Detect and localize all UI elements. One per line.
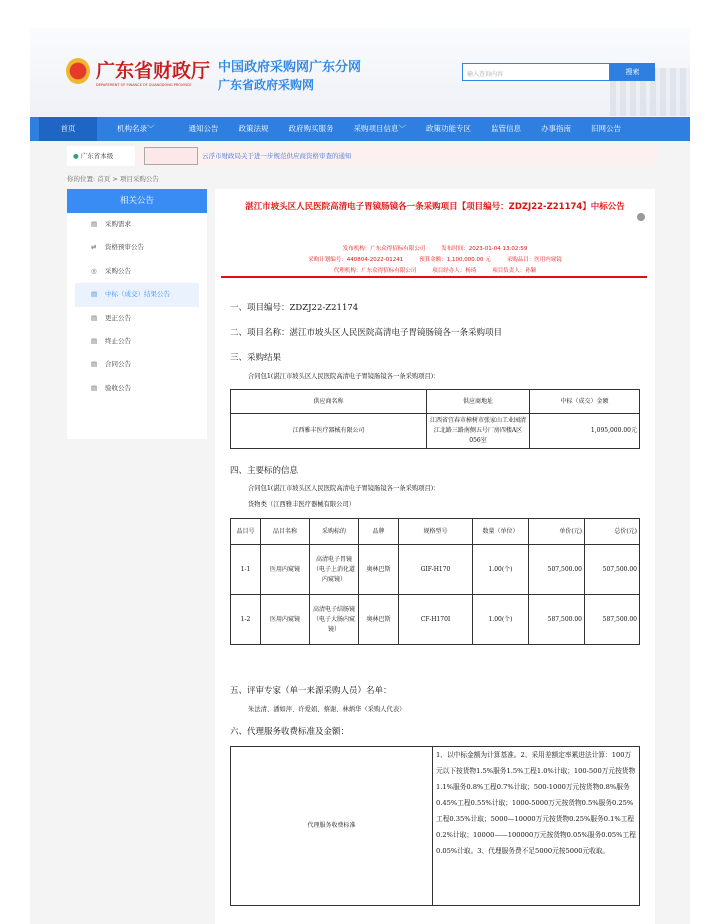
meta-line-2: 采购计划编号：440804-2022-01241 预算金额：1,100,000.00 元 采购品目：医用内窥镜 — [308, 257, 562, 263]
sidebar-item-acceptance[interactable]: ▤ 验收公告 — [75, 377, 199, 400]
article-title: 湛江市坡头区人民医院高清电子胃镜肠镜各一条采购项目【项目编号：ZDZJ22-Z21174】中标公告 — [245, 202, 625, 212]
main-nav — [30, 117, 690, 141]
section-5: 五、评审专家（单一来源采购人员）名单： — [230, 686, 392, 696]
section-6: 六、代理服务收费标准及金额： — [230, 727, 350, 737]
sidebar-item-contract[interactable]: ▤ 合同公告 — [75, 353, 199, 376]
doc-icon: ▤ — [91, 336, 98, 345]
package-label: 合同包1(湛江市坡头区人民医院高清电子胃镜肠镜各一条采购项目)： — [248, 373, 440, 380]
location-label: 广东省本级 — [80, 152, 114, 160]
nav-notices[interactable]: 通知公告 — [188, 124, 219, 133]
print-icon[interactable] — [637, 213, 645, 221]
location-selector[interactable] — [67, 146, 135, 166]
sidebar-item-prequal[interactable]: ⇄ 资格预审公告 — [75, 236, 199, 259]
result-table: 供应商名称 供应商地址 中标（成交）金额 江西雅丰医疗器械有限公司 江西省宜春市樟树市张家山工业园清江北路三路南侧五号厂房四楼A区056室 1,095,000.00元 — [230, 389, 640, 449]
meta-line-3: 代理机构：广东众得招标有限公司 项目经办人：杨琦 项目负责人：孙颖 — [333, 268, 537, 274]
sidebar-item-correction[interactable]: ▤ 更正公告 — [75, 307, 199, 330]
doc-icon: ▤ — [91, 290, 98, 299]
page — [30, 28, 690, 924]
site-header — [30, 28, 690, 116]
experts-list: 朱法清、潘如萍、许爱娟、蔡谢、林炳华（采购人代表） — [248, 706, 406, 713]
nav-policy[interactable]: 政策法规 — [238, 124, 269, 133]
notice-link[interactable]: 云浮市财政局关于进一步规范供应商资格审查的通知 — [202, 152, 352, 160]
section-3: 三、采购结果 — [230, 353, 282, 363]
sidebar — [67, 189, 207, 439]
sidebar-item-termination[interactable]: ▤ 终止公告 — [75, 330, 199, 353]
site-title: 中国政府采购网广东分网 — [218, 60, 362, 75]
nav-home[interactable]: 首页 — [39, 117, 97, 141]
national-emblem-icon — [66, 58, 90, 84]
sidebar-item-tender[interactable]: ◎ 采购公告 — [75, 260, 199, 283]
goods-label: 货物类（江西雅丰医疗器械有限公司） — [248, 501, 356, 508]
brand-english: DEPARTMENT OF FINANCE OF GUANGDONG PROVINCE — [96, 83, 192, 87]
notice-bar — [67, 146, 657, 166]
sidebar-item-award[interactable]: ▤ 中标（成交）结果公告 — [75, 283, 199, 306]
table-row: 1-2 医用内窥镜 高清电子结肠镜（电子大肠内窥镜） 奥林巴斯 CF-H170I 1.00(个) 587,500.00 587,500.00 — [231, 595, 640, 645]
sidebar-title: 相关公告 — [67, 189, 207, 213]
doc-icon: ▤ — [91, 383, 98, 392]
items-table: 品目号 品目名称 采购标的 品牌 规格型号 数量（单位） 单价(元) 总价(元) 1-1 医用内窥镜 高清电子胃镜（电子上消化道内窥镜） 奥林巴斯 GIF-H170 1.00(个) 507,500.00 507,500.00 1-2 医用内窥镜 高清电子结肠镜（电子大肠内窥镜） 奥林巴斯 CF-H170I 1.00(个) 587,500.00 587,500.00 — [230, 518, 640, 645]
broken-image — [144, 147, 198, 165]
doc-icon: ▤ — [91, 220, 98, 228]
nav-supervision[interactable]: 监管信息 — [491, 124, 521, 133]
sidebar-item-requirements[interactable]: ▤ 采购需求 — [75, 213, 199, 236]
meta-line-1: 发布机构：广东众得招标有限公司 发布时间：2023-01-04 13:02:59 — [342, 246, 528, 252]
section-4: 四、主要标的信息 — [230, 466, 299, 476]
fee-table: 代理服务收费标准 1、以中标金额为计算基准。2、采用差额定率累进法计算：100万元以下按货物1.5%服务1.5%工程1.0%计取；100-500万元按货物1.1%服务0.8%工程0.7%计取；500-1000万元按货物0.8%服务0.45%工程0.55%计取；1000-5000万元按货物0.5%服务0.25%工程0.35%计取；5000—10000万元按货物0.25%服务0.1%工程0.2%计取；10000——100000万元按货物0.05%服务0.05%工程0.05%计取。3、代理服务费不足5000元按5000元收取。 — [230, 746, 640, 906]
nav-procurement-info[interactable]: 采购项目信息﹀ — [353, 124, 406, 133]
nav-directory[interactable]: 机构名录﹀ — [117, 124, 155, 133]
article — [215, 189, 655, 924]
divider — [221, 276, 647, 278]
table-row: 1-1 医用内窥镜 高清电子胃镜（电子上消化道内窥镜） 奥林巴斯 GIF-H170 1.00(个) 507,500.00 507,500.00 — [231, 545, 640, 595]
section-2: 二、项目名称：湛江市坡头区人民医院高清电子胃镜肠镜各一条采购项目 — [230, 328, 503, 338]
brand-logo[interactable]: 广东省财政厅 — [96, 60, 211, 82]
section-1: 一、项目编号：ZDZJ22-Z21174 — [230, 303, 359, 313]
site-subtitle: 广东省政府采购网 — [218, 78, 315, 92]
search-input[interactable]: 输入查询内容 — [462, 63, 610, 81]
nav-guide[interactable]: 办事指南 — [541, 124, 571, 133]
doc-icon: ▤ — [91, 313, 98, 322]
nav-services[interactable]: 政府购买服务 — [288, 124, 334, 133]
breadcrumb[interactable]: 你的位置: 首页 > 项目采购公告 — [67, 175, 159, 183]
location-pin-icon: ● — [73, 152, 79, 160]
target-icon: ◎ — [91, 266, 97, 275]
package-label-2: 合同包1(湛江市坡头区人民医院高清电子胃镜肠镜各一条采购项目)： — [248, 485, 440, 492]
nav-policy-zone[interactable]: 政策功能专区 — [426, 124, 471, 133]
swap-icon: ⇄ — [91, 243, 97, 252]
nav-old-notices[interactable]: 旧网公告 — [591, 124, 621, 133]
search-button[interactable]: 搜索 — [610, 63, 655, 81]
doc-icon: ▤ — [91, 360, 98, 369]
